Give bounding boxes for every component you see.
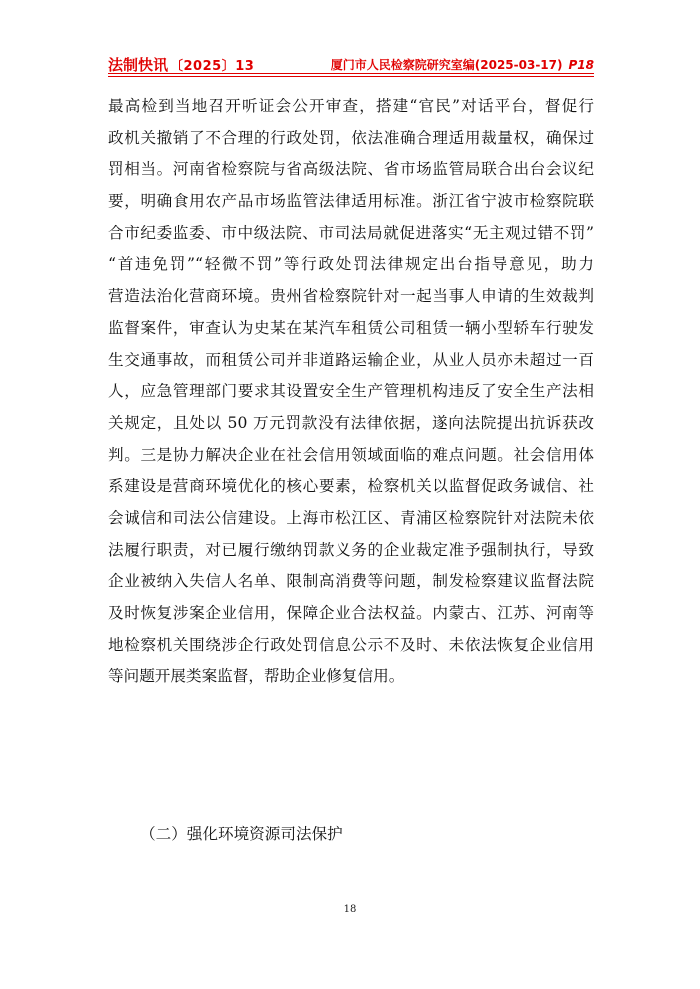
section-subheading: （二）强化环境资源司法保护: [140, 825, 343, 843]
text-line: 监督案件，审查认为史某在某汽车租赁公司租赁一辆小型轿车行驶发: [108, 318, 594, 337]
text-line: 法履行职责，对已履行缴纳罚款义务的企业裁定准予强制执行，导致: [108, 540, 594, 559]
publisher-source: 厦门市人民检察院研究室编(2025-03-17): [330, 58, 563, 72]
text-line: 最高检到当地召开听证会公开审查，搭建“官民”对话平台，督促行: [108, 97, 594, 115]
text-line: 企业被纳入失信人名单、限制高消费等问题，制发检察建议监督法院: [108, 572, 594, 591]
text-line: 判。三是协力解决企业在社会信用领域面临的难点问题。社会信用体: [108, 445, 594, 464]
text-line: 及时恢复涉案企业信用，保障企业合法权益。内蒙古、江苏、河南等: [108, 604, 594, 622]
publication-title: 法制快讯: [108, 56, 169, 74]
text-line: 合市纪委监委、市中级法院、市司法局就促进落实“无主观过错不罚”: [108, 223, 594, 242]
text-line: 人，应急管理部门要求其设置安全生产管理机构违反了安全生产法相: [108, 382, 594, 401]
publisher-info: [331, 56, 594, 73]
text-line: 生交通事故，而租赁公司并非道路运输企业，从业人员亦未超过一百: [108, 350, 594, 369]
text-line: 关规定，且处以 50 万元罚款没有法律依据，遂向法院提出抗诉获改: [108, 413, 594, 432]
text-line: 会诚信和司法公信建设。上海市松江区、青浦区检察院针对法院未依: [108, 508, 594, 527]
header-rule: [108, 73, 594, 74]
text-line: 政机关撤销了不合理的行政处罚，依法准确合理适用裁量权，确保过: [108, 128, 594, 147]
text-line: 地检察机关围绕涉企行政处罚信息公示不及时、未依法恢复企业信用: [108, 635, 594, 654]
text-line: 等问题开展类案监督，帮助企业修复信用。: [108, 667, 405, 686]
header-rule-thin: [108, 76, 594, 77]
page-number: 18: [343, 904, 357, 915]
publication-brand: [108, 54, 254, 75]
text-line: 要，明确食用农产品市场监管法律适用标准。浙江省宁波市检察院联: [108, 192, 594, 211]
body-paragraph: [108, 91, 594, 693]
text-line: “首违免罚”“轻微不罚”等行政处罚法律规定出台指导意见，助力: [108, 255, 594, 274]
issue-number: 〔2025〕13: [170, 59, 255, 74]
text-line: 系建设是营商环境优化的核心要素，检察机关以监督促政务诚信、社: [108, 477, 594, 496]
text-line: 罚相当。河南省检察院与省高级法院、省市场监管局联合出台会议纪: [108, 160, 594, 179]
page-tag: P18: [568, 58, 594, 72]
text-line: 营造法治化营商环境。贵州省检察院针对一起当事人申请的生效裁判: [108, 287, 594, 306]
